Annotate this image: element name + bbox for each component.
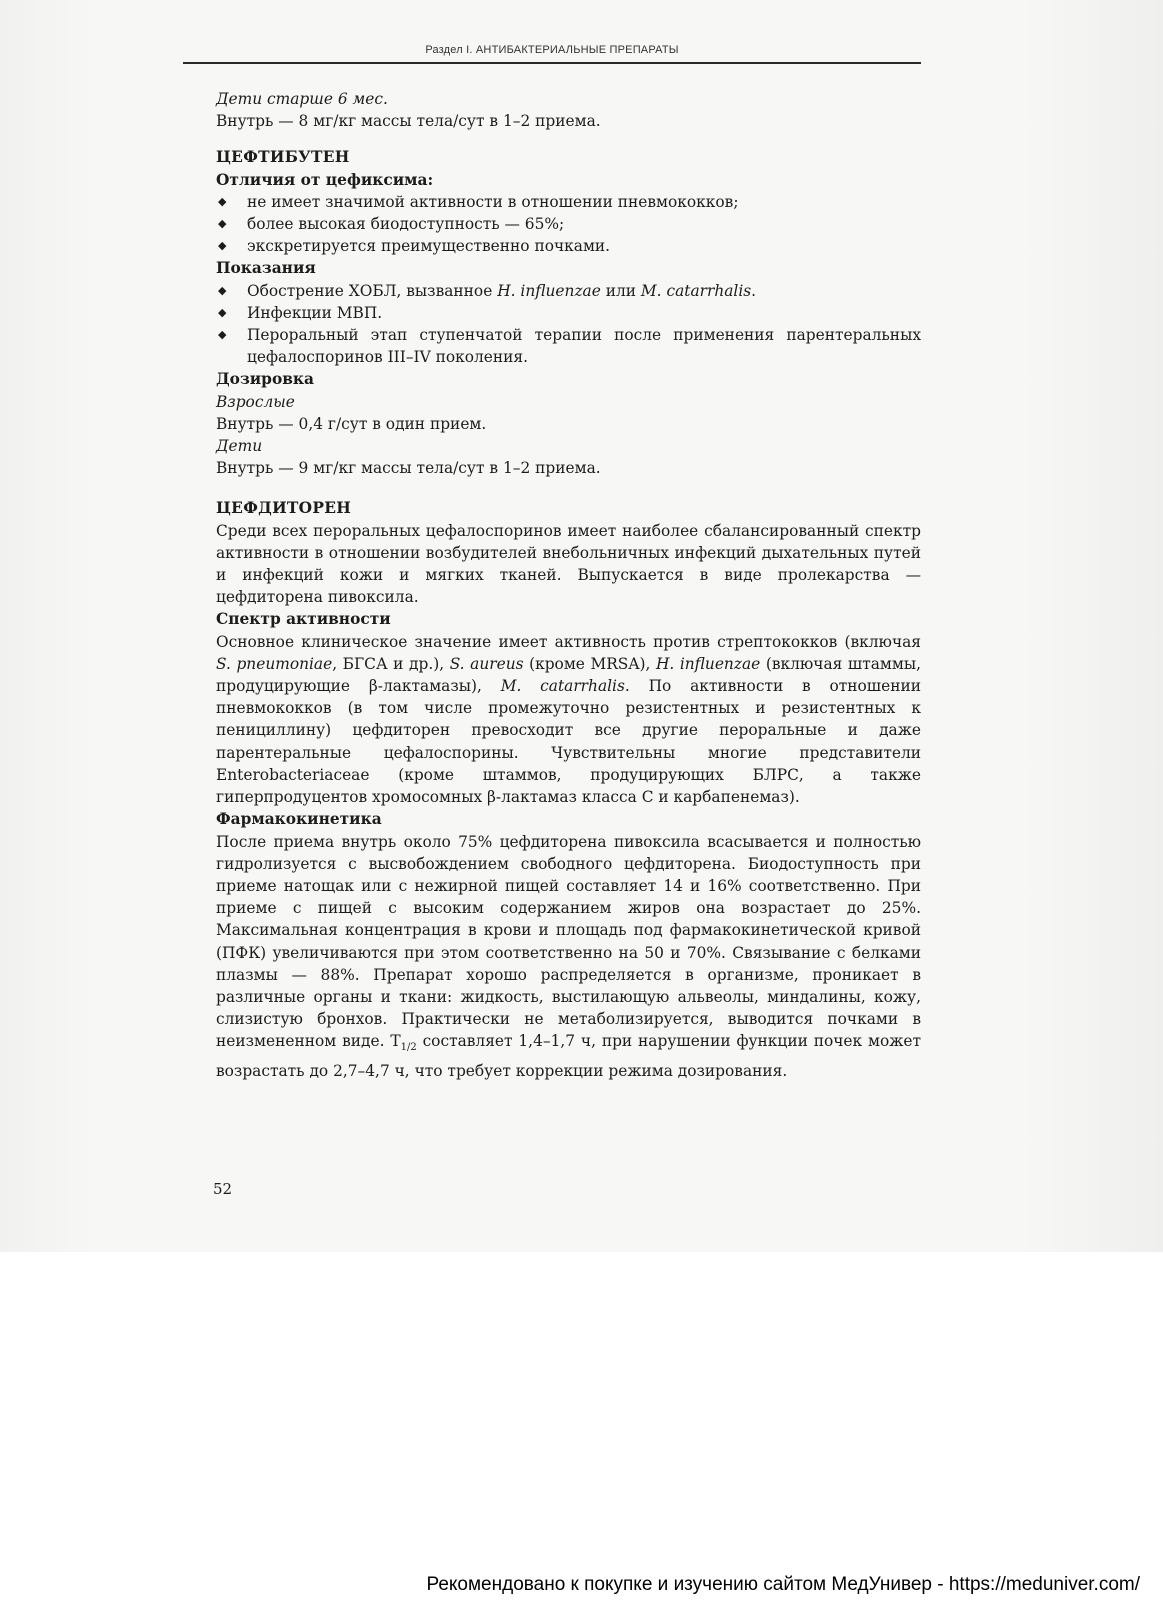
list-item (216, 324, 921, 368)
list-item (216, 213, 921, 235)
paragraph-text: (включая штаммы, продуцирующие β-лактамазы), (216, 654, 921, 696)
cefditoren-intro: Среди всех пероральных цефалоспоринов имеет наиболее сбалансированный спектр активности в отношении возбудителей внебольничных инфекций дыхательных путей и инфекций кожи и мягких тканей. Выпускается в виде пролекарства — цефдиторена пивоксила. (216, 521, 921, 607)
differences-list (216, 191, 921, 258)
organism-name: H. influenzae (497, 281, 601, 300)
list-item (216, 302, 921, 324)
paragraph-text: , БГСА и др.), (332, 654, 450, 673)
bullet-icon: ◆ (218, 194, 227, 208)
indications-list (216, 280, 921, 369)
pharmacokinetics-paragraph (216, 831, 921, 1082)
dose-line: Внутрь — 8 мг/кг массы тела/сут в 1–2 приема. (216, 112, 601, 131)
subheading-indications: Показания (216, 259, 316, 278)
page-content (216, 88, 921, 1082)
running-head: Раздел I. АНТИБАКТЕРИАЛЬНЫЕ ПРЕПАРАТЫ (425, 44, 679, 56)
list-item-text: или (600, 281, 641, 300)
list-item-text: не имеет значимой активности в отношении пневмококков; (247, 192, 739, 211)
bullet-icon: ◆ (218, 239, 227, 253)
subheading-spectrum: Спектр активности (216, 610, 391, 629)
subheading-dosage: Дозировка (216, 370, 314, 389)
organism-name: M. catarrhalis (500, 677, 625, 696)
bullet-icon: ◆ (218, 328, 227, 342)
list-item (216, 235, 921, 257)
paragraph-text: . По активности в отношении пневмококков (в том числе промежуточно резистентных и резистентных к пенициллину) цефдиторен превосходит все другие пероральные и даже парентеральные цефалоспорины. Чувствительны многие представители Enterobacteriaceae (кроме штаммов, продуцирующих БЛРС, а также гиперпродуцентов хромосомных β-лактамаз класса С и карбапенемаз). (216, 677, 921, 807)
subheading-pharmacokinetics: Фармакокинетика (216, 810, 382, 829)
bullet-icon: ◆ (218, 217, 227, 231)
section-title-ceftibuten: ЦЕФТИБУТЕН (216, 148, 350, 167)
age-group-label: Дети старше 6 мес. (216, 90, 388, 108)
subscript: 1/2 (400, 1042, 417, 1054)
list-item (216, 280, 921, 302)
footer-recommendation: Рекомендовано к покупке и изучению сайтом МедУнивер - https://meduniver.com/ (426, 1574, 1140, 1595)
subheading-differences: Отличия от цефиксима: (216, 170, 434, 189)
list-item-text: Пероральный этап ступенчатой терапии после применения парентеральных цефалоспоринов III–IV поколения. (247, 326, 921, 367)
organism-name: S. pneumoniae (216, 654, 333, 673)
bullet-icon: ◆ (218, 283, 227, 297)
organism-name: S. aureus (449, 654, 524, 673)
list-item-text: экскретируется преимущественно почками. (247, 237, 611, 256)
list-item-text: Обострение ХОБЛ, вызванное (247, 281, 498, 300)
section-title-cefditoren: ЦЕФДИТОРЕН (216, 499, 352, 518)
paragraph-text: После приема внутрь около 75% цефдиторена пивоксила всасывается и полностью гидролизуется с высвобождением свободного цефдиторена. Биодоступность при приеме натощак или с нежирной пищей составляет 14 и 16% соответственно. При приеме с пищей с высоким содержанием жиров она возрастает до 25%. Максимальная концентрация в крови и площадь под фармакокинетической кривой (ПФК) увеличиваются при этом соответственно на 50 и 70%. Связывание с белками плазмы — 88%. Препарат хорошо распределяется в организме, проникает в различные органы и ткани: жидкость, выстилающую альвеолы, миндалины, кожу, слизистую бронхов. Практически не метаболизируется, выводится почками в неизмененном виде. T (216, 832, 921, 1051)
children-label: Дети (216, 437, 263, 456)
list-item-text: Инфекции МВП. (247, 303, 383, 322)
children-dose: Внутрь — 9 мг/кг массы тела/сут в 1–2 приема. (216, 459, 601, 478)
adults-label: Взрослые (216, 392, 295, 411)
paragraph-text: составляет 1,4–1,7 ч, при нарушении функции почек может возрастать до 2,7–4,7 ч, что требует коррекции режима дозирования. (216, 1032, 921, 1080)
list-item (216, 191, 921, 213)
page-number: 52 (213, 1180, 233, 1198)
organism-name: M. catarrhalis (640, 281, 752, 300)
bullet-icon: ◆ (218, 305, 227, 319)
spectrum-paragraph (216, 631, 921, 809)
paragraph-text: Основное клиническое значение имеет активность против стрептококков (включая (216, 632, 921, 651)
adults-dose: Внутрь — 0,4 г/сут в один прием. (216, 414, 487, 433)
organism-name: H. influenzae (655, 654, 761, 673)
header-rule (183, 62, 921, 64)
list-item-text: более высокая биодоступность — 65%; (247, 215, 565, 234)
paragraph-text: (кроме MRSA), (523, 654, 656, 673)
list-item-text: . (751, 281, 757, 300)
